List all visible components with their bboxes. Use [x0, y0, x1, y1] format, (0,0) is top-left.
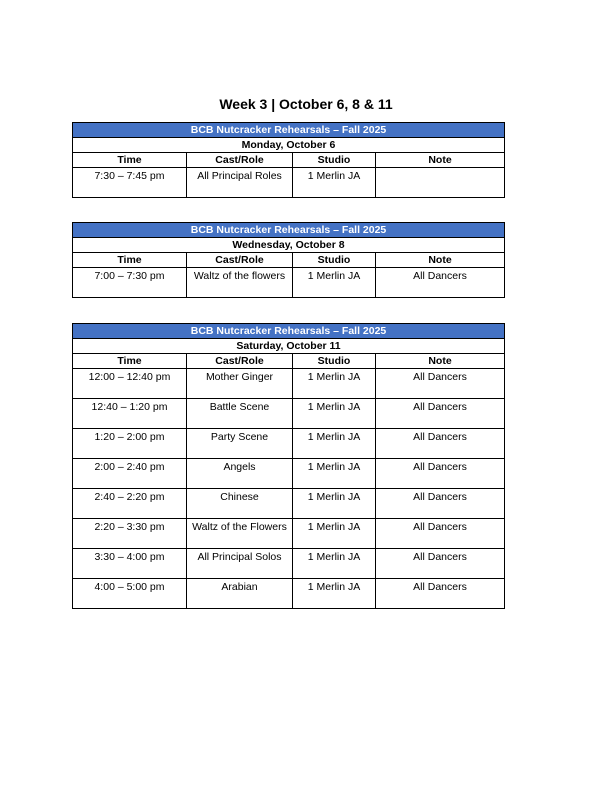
column-header-time: Time [73, 253, 187, 268]
cell-studio: 1 Merlin JA [293, 168, 376, 198]
cell-note: All Dancers [376, 369, 505, 399]
column-header-time: Time [73, 354, 187, 369]
column-header-cast: Cast/Role [187, 153, 293, 168]
cell-note: All Dancers [376, 549, 505, 579]
table-body [73, 268, 505, 298]
cell-cast: Chinese [187, 489, 293, 519]
cell-note: All Dancers [376, 579, 505, 609]
cell-cast: Angels [187, 459, 293, 489]
cell-note: All Dancers [376, 429, 505, 459]
cell-time: 2:40 – 2:20 pm [73, 489, 187, 519]
cell-studio: 1 Merlin JA [293, 399, 376, 429]
table-row [73, 459, 505, 489]
table-row [73, 369, 505, 399]
schedule-table-wednesday [72, 222, 505, 298]
cell-note: All Dancers [376, 268, 505, 298]
table-row [73, 429, 505, 459]
day-heading: Wednesday, October 8 [73, 238, 505, 253]
cell-studio: 1 Merlin JA [293, 459, 376, 489]
cell-time: 12:00 – 12:40 pm [73, 369, 187, 399]
column-header-studio: Studio [293, 354, 376, 369]
column-header-note: Note [376, 253, 505, 268]
column-header-note: Note [376, 153, 505, 168]
table-banner: BCB Nutcracker Rehearsals – Fall 2025 [73, 223, 505, 238]
cell-time: 2:00 – 2:40 pm [73, 459, 187, 489]
column-header-cast: Cast/Role [187, 354, 293, 369]
table-banner: BCB Nutcracker Rehearsals – Fall 2025 [73, 123, 505, 138]
table-row [73, 168, 505, 198]
cell-cast: Arabian [187, 579, 293, 609]
cell-cast: Battle Scene [187, 399, 293, 429]
cell-cast: Mother Ginger [187, 369, 293, 399]
cell-studio: 1 Merlin JA [293, 489, 376, 519]
cell-note: All Dancers [376, 399, 505, 429]
table-banner: BCB Nutcracker Rehearsals – Fall 2025 [73, 324, 505, 339]
cell-time: 2:20 – 3:30 pm [73, 519, 187, 549]
table-row [73, 489, 505, 519]
column-header-studio: Studio [293, 153, 376, 168]
cell-note: All Dancers [376, 489, 505, 519]
cell-studio: 1 Merlin JA [293, 429, 376, 459]
cell-time: 7:30 – 7:45 pm [73, 168, 187, 198]
cell-cast: Waltz of the Flowers [187, 519, 293, 549]
cell-cast: Party Scene [187, 429, 293, 459]
cell-studio: 1 Merlin JA [293, 369, 376, 399]
column-header-note: Note [376, 354, 505, 369]
column-header-studio: Studio [293, 253, 376, 268]
cell-studio: 1 Merlin JA [293, 549, 376, 579]
cell-cast: All Principal Solos [187, 549, 293, 579]
page-title: Week 3 | October 6, 8 & 11 [219, 96, 393, 112]
cell-note: All Dancers [376, 459, 505, 489]
table-body [73, 369, 505, 609]
cell-note [376, 168, 505, 198]
cell-cast: Waltz of the flowers [187, 268, 293, 298]
table-row [73, 268, 505, 298]
cell-note: All Dancers [376, 519, 505, 549]
day-heading: Monday, October 6 [73, 138, 505, 153]
column-header-cast: Cast/Role [187, 253, 293, 268]
schedule-table-monday [72, 122, 505, 198]
cell-studio: 1 Merlin JA [293, 519, 376, 549]
table-row [73, 399, 505, 429]
table-row [73, 549, 505, 579]
schedule-table-saturday [72, 323, 505, 609]
cell-studio: 1 Merlin JA [293, 579, 376, 609]
cell-time: 4:00 – 5:00 pm [73, 579, 187, 609]
column-header-time: Time [73, 153, 187, 168]
cell-cast: All Principal Roles [187, 168, 293, 198]
table-row [73, 579, 505, 609]
day-heading: Saturday, October 11 [73, 339, 505, 354]
cell-time: 1:20 – 2:00 pm [73, 429, 187, 459]
cell-time: 7:00 – 7:30 pm [73, 268, 187, 298]
table-body [73, 168, 505, 198]
cell-studio: 1 Merlin JA [293, 268, 376, 298]
cell-time: 12:40 – 1:20 pm [73, 399, 187, 429]
table-row [73, 519, 505, 549]
cell-time: 3:30 – 4:00 pm [73, 549, 187, 579]
